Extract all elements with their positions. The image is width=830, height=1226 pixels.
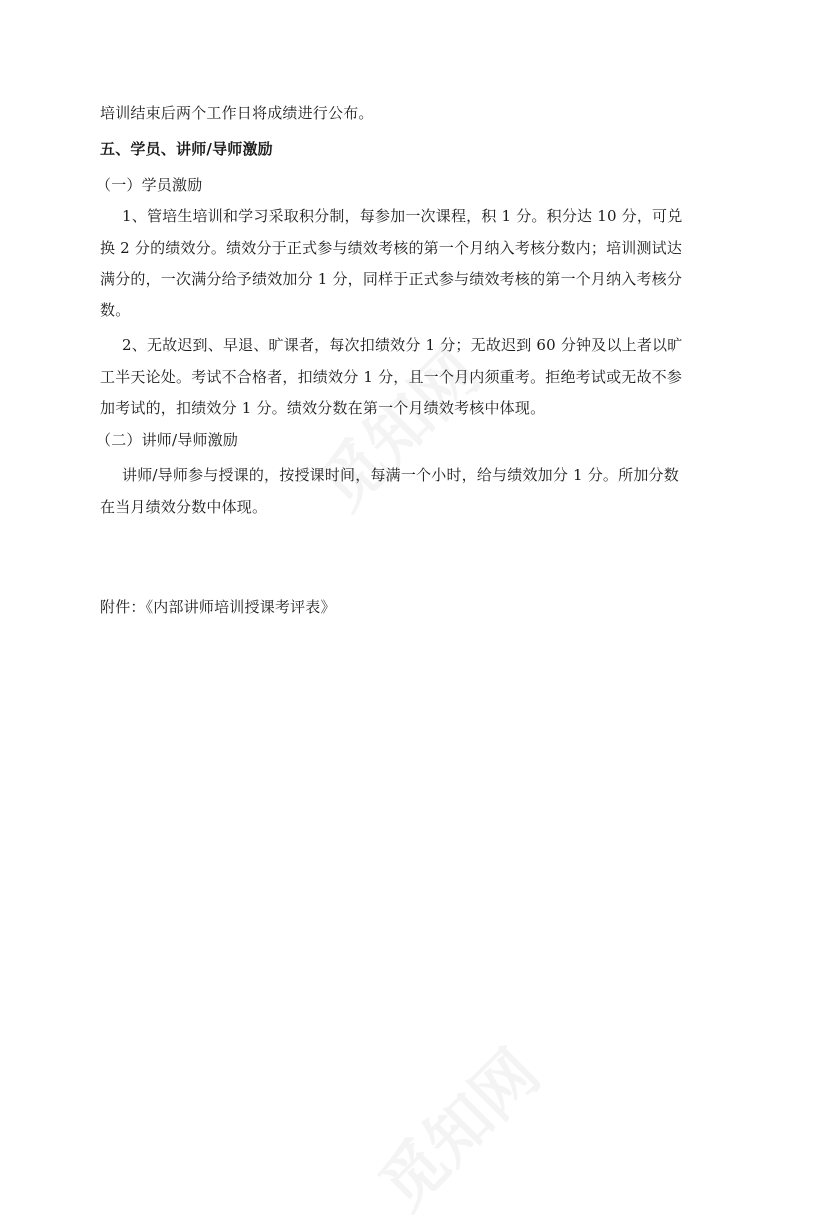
subsection-heading: （二）讲师/导师激励	[96, 431, 239, 449]
paragraph-line: 数。	[100, 301, 131, 319]
watermark	[356, 1026, 557, 1226]
paragraph-line: 换 2 分的绩效分。绩效分于正式参与绩效考核的第一个月纳入考核分数内；培训测试达	[100, 239, 683, 257]
subsection-heading: （一）学员激励	[96, 176, 203, 194]
section-heading: 五、学员、讲师/导师激励	[100, 140, 273, 158]
paragraph-line: 讲师/导师参与授课的，按授课时间，每满一个小时，给与绩效加分 1 分。所加分数	[122, 466, 679, 484]
paragraph-line: 满分的，一次满分给予绩效加分 1 分，同样于正式参与绩效考核的第一个月纳入考核分	[100, 270, 683, 288]
paragraph-line: 在当月绩效分数中体现。	[100, 498, 268, 516]
paragraph-line: 工半天论处。考试不合格者，扣绩效分 1 分，且一个月内须重考。拒绝考试或无故不参	[100, 368, 683, 386]
paragraph-line: 1、管培生培训和学习采取积分制，每参加一次课程，积 1 分。积分达 10 分，可兑	[122, 207, 683, 225]
paragraph-line: 2、无故迟到、早退、旷课者，每次扣绩效分 1 分；无故迟到 60 分钟及以上者以旷	[122, 336, 683, 354]
paragraph-line: 培训结束后两个工作日将成绩进行公布。	[100, 104, 374, 122]
attachment-note: 附件：《内部讲师培训授课考评表》	[100, 598, 336, 616]
paragraph-line: 加考试的，扣绩效分 1 分。绩效分数在第一个月绩效考核中体现。	[100, 399, 546, 417]
